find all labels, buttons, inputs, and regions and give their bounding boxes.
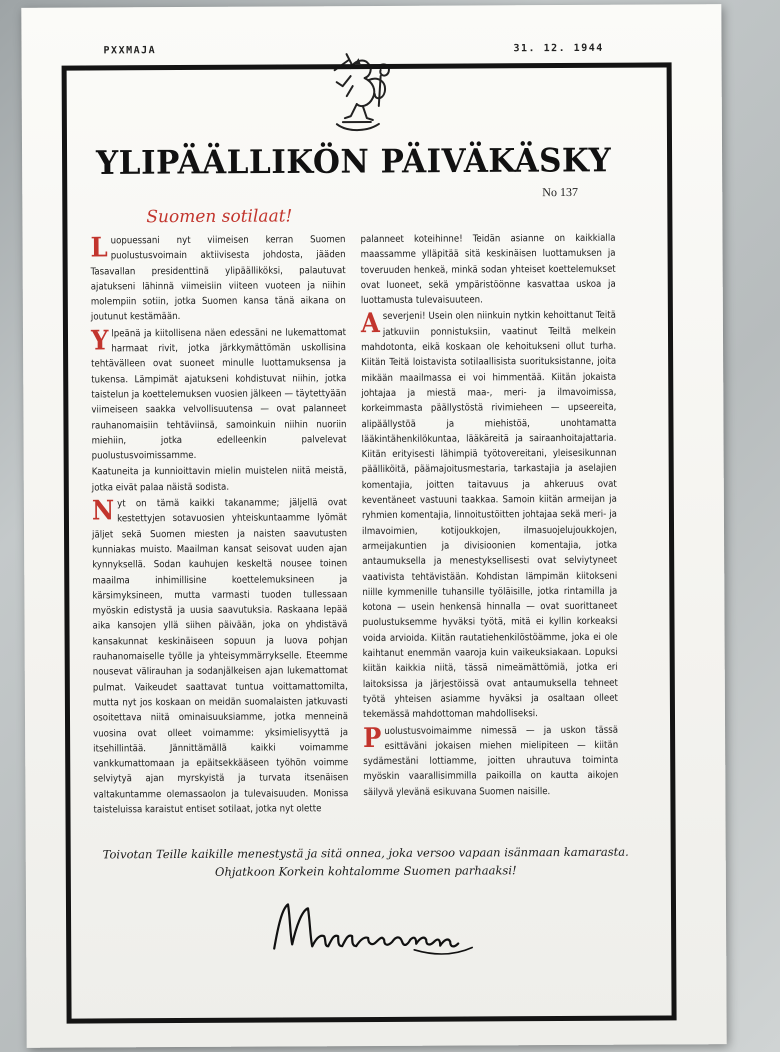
- document-title: YLIPÄÄLLIKÖN PÄIVÄKÄSKY: [95, 141, 612, 183]
- paragraph-text: palanneet koteihinne! Teidän asianne on kaikkialla maassamme ylläpitää sitä keskinäisen luottamuksen ja toveruuden henkeä, minkä sodan yhteiset koettelemukset ovat luoneet, sekä ympäristöönne kasvattaa uskoa ja luottamusta tulevaisuuteen.: [360, 232, 616, 307]
- paragraph-text: yt on tämä kaikki takanamme; jäljellä ovat kestettyjen sotavuosien yhteiskuntaamme lyömät jäljet sekä Suomen miesten ja naisten saavutusten kunniakas muisto. Maailman kansat seisovat uuden ajan kynnyksellä. Sodan kauhujen keskeltä nousee toinen maailma inhimillisine koettelemuksineen ja kärsimyksineen, mutta varmasti tuoden tullessaan myöskin edistystä ja uusia saavutuksia. Raskaana lepää aika kansojen yllä siihen päivään, joka on yhdistävä kansakunnat keskinäiseen sopuun ja luova pohjan rauhanomaiselle työlle ja yhteisymmärrykselle. Eteemme nousevat välirauhan ja sodanjälkeisen ajan lukemattomat pulmat. Vaikeudet saattavat tuntua voittamattomilta, mutta nyt jos koskaan on meidän suomalaisten jatkuvasti osoitettava niitä ominaisuuksiamme, jotka menneinä vuosina ovat olleet voimamme: yksimielisyyttä ja itsehillintää. Jännittämällä kaikki voimamme vankkumattomaan ja epäitsekkääseen työhön voimme selviytyä ajan myrskyistä ja turvata itsenäisen valtakuntamme olemassaolon ja tulevaisuuden. Monissa taisteluissa karaistut entiset sotilaat, jotka nyt olette: [92, 497, 349, 816]
- paragraph-text: uopuessani nyt viimeisen kerran Suomen puolustusvoimain aktiivisesta johdosta, jääden Tasavallan presidenttinä ylipäälliköksi, palautuvat ajatukseni lähinnä viimeisiin viiteen vuoteen ja niihin molempiin sotiin, jotka Suomen kansa tänä aikana on joutunut kestämään.: [90, 234, 346, 323]
- left-column: [90, 232, 348, 818]
- order-document: [21, 4, 726, 1048]
- order-number: No 137: [542, 184, 578, 200]
- closing-lines: [96, 843, 636, 882]
- paragraph: [361, 308, 618, 722]
- closing-line-1: Toivotan Teille kaikille menestystä ja sitä onnea, joka versoo vapaan isänmaan kamarasta.: [102, 844, 629, 862]
- handwritten-signature: [264, 885, 484, 966]
- paragraph-text: Kaatuneita ja kunnioittavin mielin muistelen niitä meistä, jotka eivät palaa näistä sodista.: [91, 465, 347, 494]
- paragraph: [92, 495, 349, 818]
- drop-cap: Y: [90, 325, 109, 357]
- location-label: PXXMAJA: [103, 45, 157, 57]
- right-column: [360, 231, 618, 800]
- paragraph: [92, 464, 347, 496]
- paragraph: [91, 325, 347, 464]
- drop-cap: A: [360, 308, 380, 340]
- paragraph: [363, 722, 618, 800]
- closing-line-2: Ohjatkoon Korkein kohtalomme Suomen parhaaksi!: [214, 863, 517, 879]
- paragraph-text: lpeänä ja kiitollisena näen edessäni ne lukemattomat harmaat rivit, jotka järkkymättömän uskollisina tehtävälleen ovat suoneet minulle luottamuksensa ja tukensa. Lämpimät ajatukseni kohdistuvat niihin, jotka taistelun ja koettelemuksen vuosien jälkeen — täytettyään viimeiseen saakka velvollisuutensa — ovat palanneet rauhanomaisiin tehtäviinsä, samoinkuin niihin nuoriin miehiin, jotka edelleenkin palvelevat puolustusvoimissamme.: [91, 326, 347, 462]
- date-label: 31. 12. 1944: [513, 42, 604, 55]
- paragraph-text: severjeni! Usein olen niinkuin nytkin kehoittanut Teitä jatkuviin ponnistuksiin, vaatinut Teiltä melkein mahdotonta, eikä koskaan ole kehoitukseni ollut turha. Kiitän Teitä loistavista sotilaallisista suorituksistanne, joita mikään maailmassa ei voi himmentää. Kiitän jokaista johtajaa ja miestä maa-, meri- ja ilmavoimissa, korkeimmasta päällystöstä rivimieheen — upseereita, alipäällystöä ja miehistöä, unohtamatta lääkintähenkilökuntaa, lääkäreitä ja sairaanhoitajattaria. Kiitän erityisesti lähimpiä työtovereitani, yleisesikunnan päälliköitä, päämajoitusmestaria, tarkastajia ja aselajien komentajia, joitten taitavuus ja ahkeruus ovat keventäneet vastuuni taakkaa. Samoin kiitän armeijan ja ryhmien komentajia, linnoitustöitten johtajaa sekä meri- ja ilmavoimien, kotijoukkojen, ilmasuojelujoukkojen, armeijakuntien ja divisioonien komentajia, jotka antaumuksella ja menestyksellisesti ovat selviytyneet vaativista tehtävistään. Kohdistan lämpimän kiitokseni niille kymmenille tuhansille työläisille, jotka rintamilla ja kotona — usein henkensä hinnalla — ovat suorittaneet puolustuksemme hyväksi työtä, mitä ei kyllin korkeaksi voida arvioida. Kiitän rautatiehenkilöstöämme, joka ei ole kaihtanut enemmän vaaroja kuin vaikeuksiakaan. Lopuksi kiitän kaikkia niitä, tässä nimeämättömiä, jotka eri laitoksissa ja järjestöissä ovat antaumuksella tehneet työtä yhteisen asiamme hyväksi ja osaltaan olleet tekemässä mahdottoman mahdolliseksi.: [361, 310, 618, 721]
- drop-cap: P: [363, 722, 382, 754]
- drop-cap: L: [90, 232, 108, 264]
- paragraph-text: uolustusvoimaimme nimessä — ja uskon tässä esittäväni jokaisen miehen mielipiteen — kiitän sydämestäni lottiamme, joitten uhrautuva toiminta myöskin vaarallisimmilla paikoilla on kautta aikojen säilyvä ylevänä esikuvana Suomen naisille.: [363, 724, 619, 798]
- paragraph: [360, 231, 615, 309]
- salutation: Suomen sotilaat!: [146, 206, 293, 228]
- paragraph: [90, 232, 345, 325]
- drop-cap: N: [91, 495, 115, 527]
